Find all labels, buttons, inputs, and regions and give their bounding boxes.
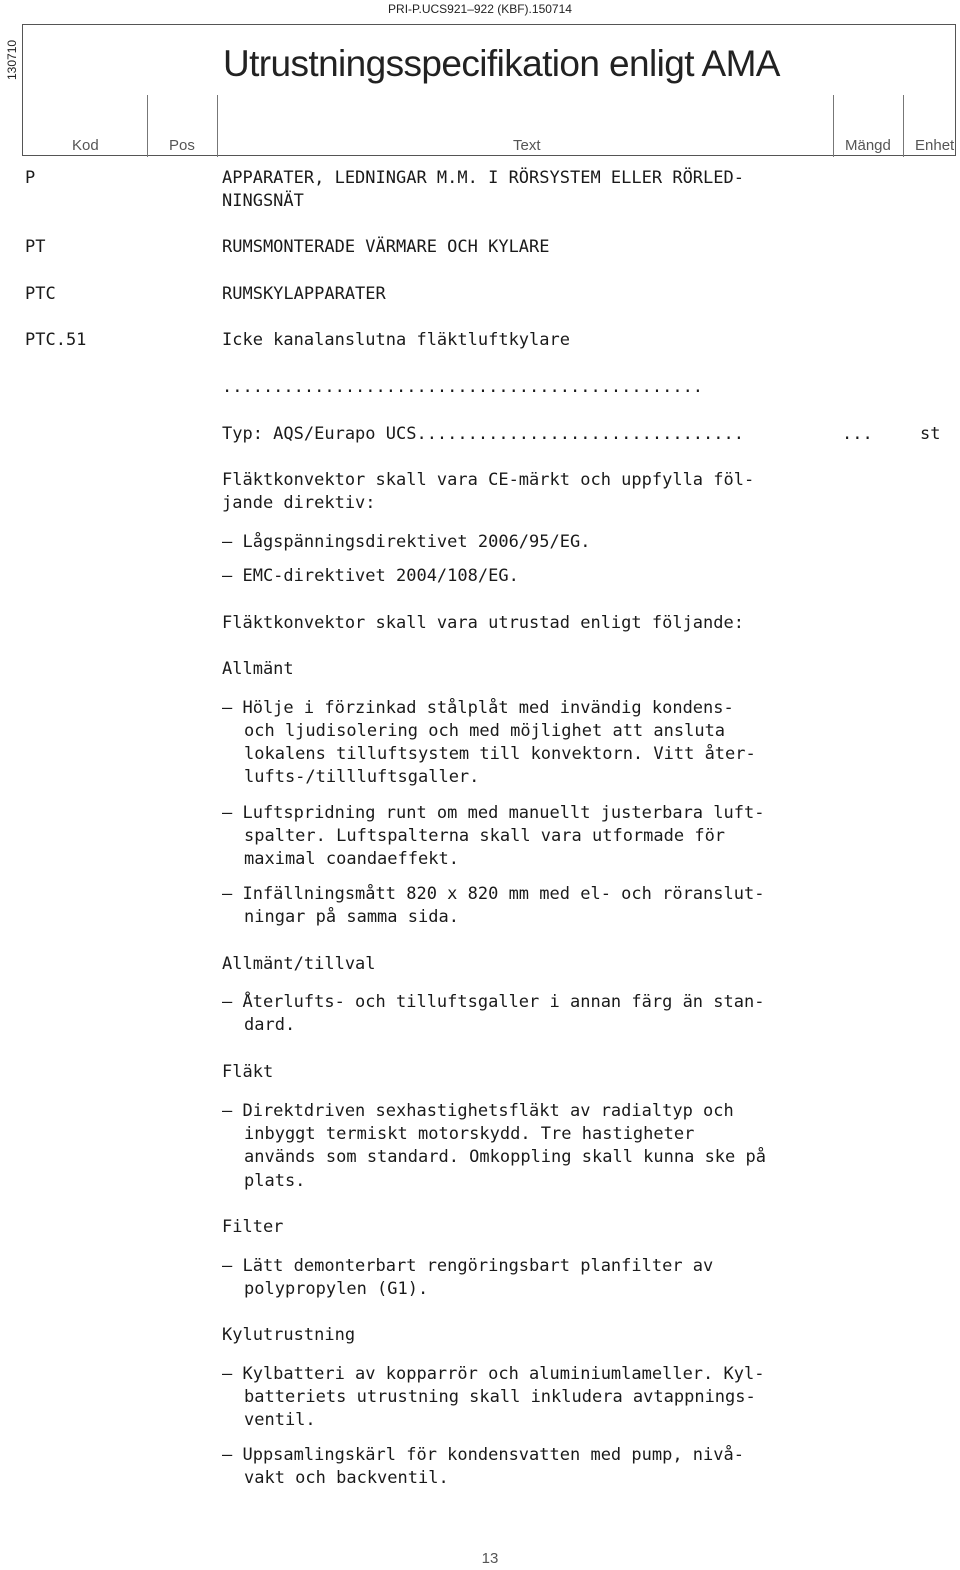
bullet-line: används som standard. Omkoppling skall kunna ske på bbox=[244, 1147, 766, 1167]
bullet-line: – Lågspänningsdirektivet 2006/95/EG. bbox=[222, 532, 591, 552]
heading-line: RUMSMONTERADE VÄRMARE OCH KYLARE bbox=[222, 237, 550, 257]
text-line: Fläktkonvektor skall vara CE-märkt och uppfylla föl- bbox=[222, 470, 755, 490]
heading-line: NINGSNÄT bbox=[222, 191, 304, 211]
bullet-line: – Uppsamlingskärl för kondensvatten med pump, nivå- bbox=[222, 1445, 744, 1465]
section-heading: Allmänt bbox=[222, 659, 294, 679]
column-header-mangd: Mängd bbox=[845, 137, 891, 154]
bullet-line: lufts-/tillluftsgaller. bbox=[244, 767, 480, 787]
heading-line: Icke kanalanslutna fläktluftkylare bbox=[222, 330, 570, 350]
column-divider bbox=[903, 95, 904, 157]
text-line: jande direktiv: bbox=[222, 493, 376, 513]
bullet-line: spalter. Luftspalterna skall vara utformade för bbox=[244, 826, 726, 846]
column-divider bbox=[217, 95, 218, 157]
page-number: 13 bbox=[481, 1550, 499, 1567]
dot-leader: ............................................... bbox=[222, 377, 704, 397]
heading-line: RUMSKYLAPPARATER bbox=[222, 284, 386, 304]
bullet-line: plats. bbox=[244, 1171, 306, 1191]
bullet-line: inbyggt termiskt motorskydd. Tre hastigheter bbox=[244, 1124, 695, 1144]
column-header-kod: Kod bbox=[72, 137, 99, 154]
type-line: Typ: AQS/Eurapo UCS................................ bbox=[222, 424, 744, 444]
bullet-line: vakt och backventil. bbox=[244, 1468, 449, 1488]
bullet-line: – Infällningsmått 820 x 820 mm med el- och röranslut- bbox=[222, 884, 765, 904]
document-reference: PRI-P.UCS921–922 (KBF).150714 bbox=[388, 2, 572, 16]
text-line: Fläktkonvektor skall vara utrustad enligt följande: bbox=[222, 613, 744, 633]
bullet-line: lokalens tilluftsystem till konvektorn. Vitt åter- bbox=[244, 744, 756, 764]
bullet-line: polypropylen (G1). bbox=[244, 1279, 429, 1299]
bullet-line: – Lätt demonterbart rengöringsbart planfilter av bbox=[222, 1256, 714, 1276]
code-pt: PT bbox=[25, 237, 46, 257]
quantity-field: ... bbox=[842, 424, 873, 444]
column-header-pos: Pos bbox=[169, 137, 195, 154]
bullet-line: och ljudisolering och med möjlighet att ansluta bbox=[244, 721, 726, 741]
bullet-line: – Direktdriven sexhastighetsfläkt av radialtyp och bbox=[222, 1101, 734, 1121]
bullet-line: ningar på samma sida. bbox=[244, 907, 459, 927]
bullet-line: – Hölje i förzinkad stålplåt med invändig kondens- bbox=[222, 698, 734, 718]
column-divider bbox=[833, 95, 834, 157]
bullet-line: batteriets utrustning skall inkludera avtappnings- bbox=[244, 1387, 756, 1407]
heading-line: APPARATER, LEDNINGAR M.M. I RÖRSYSTEM ELLER RÖRLED- bbox=[222, 168, 744, 188]
column-divider bbox=[147, 95, 148, 157]
bullet-line: – Återlufts- och tilluftsgaller i annan färg än stan- bbox=[222, 992, 765, 1012]
bullet-line: dard. bbox=[244, 1015, 296, 1035]
side-code: 130710 bbox=[5, 39, 19, 80]
unit-field: st bbox=[920, 424, 941, 444]
bullet-line: ventil. bbox=[244, 1410, 316, 1430]
section-heading: Filter bbox=[222, 1217, 284, 1237]
column-header-enhet: Enhet bbox=[915, 137, 955, 154]
section-heading: Kylutrustning bbox=[222, 1325, 356, 1345]
code-ptc51: PTC.51 bbox=[25, 330, 87, 350]
header-box bbox=[22, 24, 956, 156]
page-title: Utrustningsspecifikation enligt AMA bbox=[223, 43, 780, 84]
section-heading: Fläkt bbox=[222, 1062, 274, 1082]
code-p: P bbox=[25, 168, 36, 188]
bullet-line: maximal coandaeffekt. bbox=[244, 849, 459, 869]
code-ptc: PTC bbox=[25, 284, 56, 304]
column-header-text: Text bbox=[513, 137, 541, 154]
bullet-line: – EMC-direktivet 2004/108/EG. bbox=[222, 566, 519, 586]
bullet-line: – Luftspridning runt om med manuellt justerbara luft- bbox=[222, 803, 765, 823]
section-heading: Allmänt/tillval bbox=[222, 954, 376, 974]
bullet-line: – Kylbatteri av kopparrör och aluminiumlameller. Kyl- bbox=[222, 1364, 765, 1384]
